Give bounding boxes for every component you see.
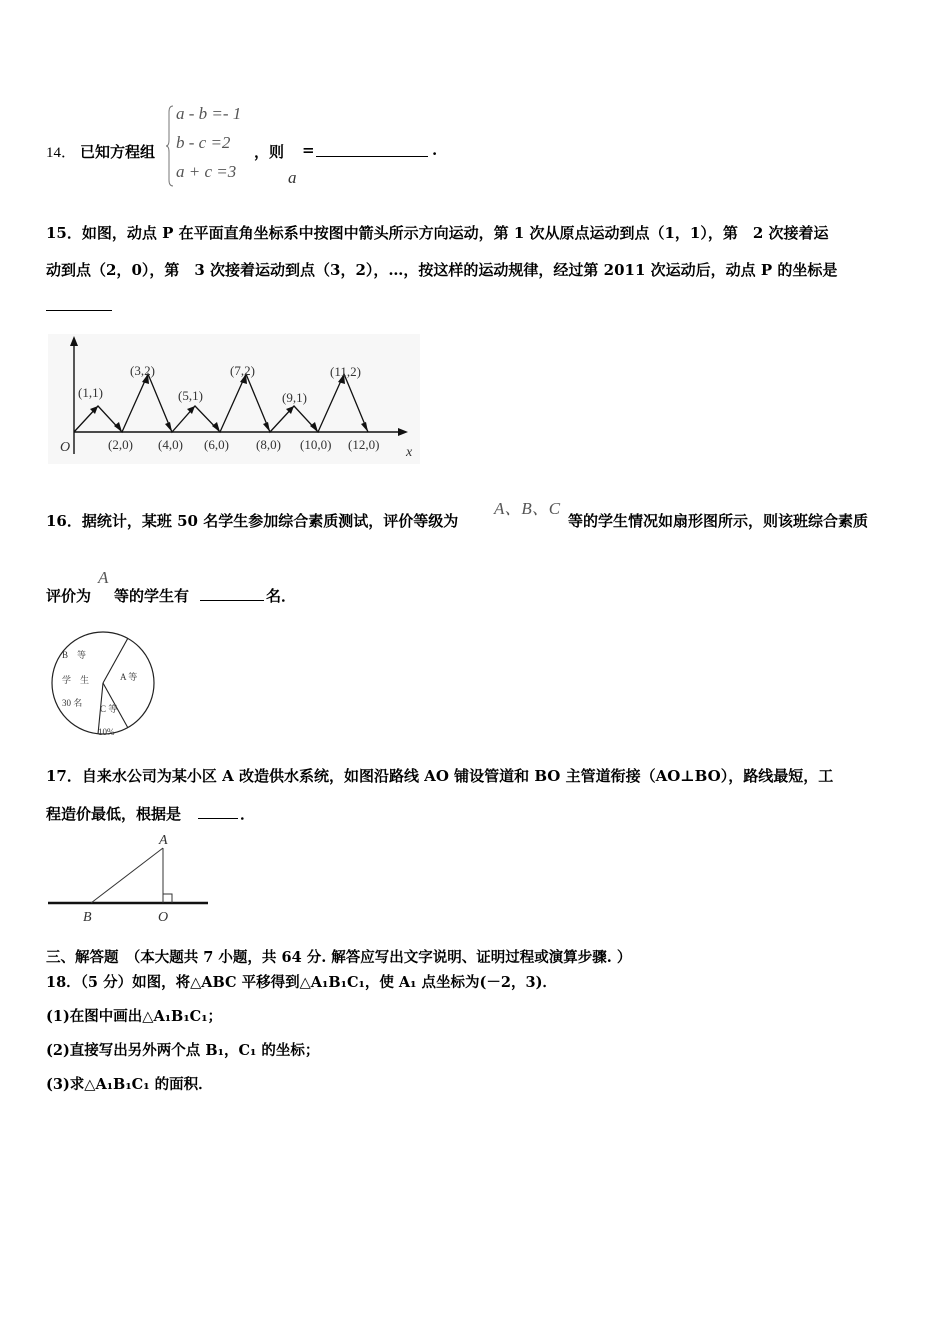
q15-peak-label: (1,1) bbox=[78, 385, 103, 400]
q16-answer-blank[interactable] bbox=[200, 586, 264, 601]
q15-peak-label: (11,2) bbox=[330, 364, 361, 379]
q18-part2: (2)直接写出另外两个点 B₁，C₁ 的坐标； bbox=[46, 1042, 320, 1059]
q16-pie-chart bbox=[48, 626, 160, 742]
q16-pie-a-label: A 等 bbox=[120, 672, 138, 682]
q14-eq1: a - b =- 1 bbox=[176, 104, 242, 123]
q17-answer-blank[interactable] bbox=[198, 804, 238, 819]
q15-peak-label: (5,1) bbox=[178, 388, 203, 403]
q14-period: . bbox=[432, 141, 438, 159]
q14-eq2: b - c =2 bbox=[176, 133, 231, 152]
q16-pie-b-line2: 学 生 bbox=[62, 675, 90, 685]
q15-base-label: (12,0) bbox=[348, 437, 380, 452]
q15-peak-label: (3,2) bbox=[130, 363, 155, 378]
q16-line2-mid: 等的学生有 bbox=[114, 587, 190, 605]
q17-diagram bbox=[46, 830, 210, 926]
q15-base-label: (10,0) bbox=[300, 437, 332, 452]
q16-pie-b-line1: B 等 bbox=[62, 650, 87, 660]
q16-grades: A、B、C bbox=[494, 499, 561, 518]
q16-line1-start: 16．据统计，某班 50 名学生参加综合素质测试，评价等级为 bbox=[46, 512, 459, 530]
q14-brace bbox=[166, 104, 176, 188]
q17-label-b: B bbox=[83, 910, 92, 925]
q15-line2: 动到点（2，0），第 3 次接着运动到点（3，2），…，按这样的运动规律，经过第 2011 次运动后，动点 P 的坐标是 bbox=[46, 261, 838, 279]
q17-label-o: O bbox=[158, 910, 169, 925]
q14-intro: 已知方程组 bbox=[80, 143, 156, 161]
q18-intro: 18．（5 分）如图，将△ABC 平移得到△A₁B₁C₁，使 A₁ 点坐标为(－2，3)． bbox=[46, 974, 557, 991]
q17-line2: 程造价最低，根据是 bbox=[46, 805, 182, 823]
q16-pie-c-percent: 10% bbox=[98, 727, 115, 737]
q16-pie-c-label: C 等 bbox=[100, 704, 118, 714]
q15-x-label: x bbox=[406, 445, 413, 460]
q17-line2-end: ． bbox=[240, 805, 256, 823]
q15-base-label: (8,0) bbox=[256, 437, 281, 452]
q15-base-label: (4,0) bbox=[158, 437, 183, 452]
q17-line1: 17．自来水公司为某小区 A 改造供水系统，如图沿路线 AO 铺设管道和 BO 主管道衔接（AO⊥BO），路线最短，工 bbox=[46, 767, 834, 785]
q16-grade-a: A bbox=[98, 568, 109, 587]
q18-part3: (3)求△A₁B₁C₁ 的面积． bbox=[46, 1076, 213, 1093]
q14-answer-blank[interactable] bbox=[316, 142, 428, 157]
q16-pie-b-line3: 30 名 bbox=[62, 698, 83, 708]
q16-line1-end: 等的学生情况如扇形图所示，则该班综合素质 bbox=[568, 512, 869, 530]
q15-graph bbox=[48, 334, 420, 464]
q15-answer-blank[interactable] bbox=[46, 296, 112, 311]
q15-origin-label: O bbox=[60, 440, 71, 455]
q15-base-label: (6,0) bbox=[204, 437, 229, 452]
q17-label-a: A bbox=[159, 833, 168, 848]
q14-equals: = bbox=[302, 141, 315, 159]
q14-eq3: a + c =3 bbox=[176, 162, 237, 181]
q15-base-label: (2,0) bbox=[108, 437, 133, 452]
q16-line2-start: 评价为 bbox=[46, 587, 92, 605]
section3-title: 三、解答题 （本大题共 7 小题，共 64 分. 解答应写出文字说明、证明过程或演算步骤. ） bbox=[46, 949, 632, 966]
q15-line1: 15．如图，动点 P 在平面直角坐标系中按图中箭头所示方向运动，第 1 次从原点运动到点（1，1），第 2 次接着运 bbox=[46, 224, 829, 242]
q15-peak-label: (9,1) bbox=[282, 390, 307, 405]
q18-part1: (1)在图中画出△A₁B₁C₁； bbox=[46, 1008, 223, 1025]
q14-then: ，则 bbox=[254, 143, 285, 161]
q15-peak-label: (7,2) bbox=[230, 363, 255, 378]
q14-var: a bbox=[288, 168, 297, 187]
q16-line2-end: 名． bbox=[266, 587, 297, 605]
q14-number: 14． bbox=[46, 145, 77, 161]
